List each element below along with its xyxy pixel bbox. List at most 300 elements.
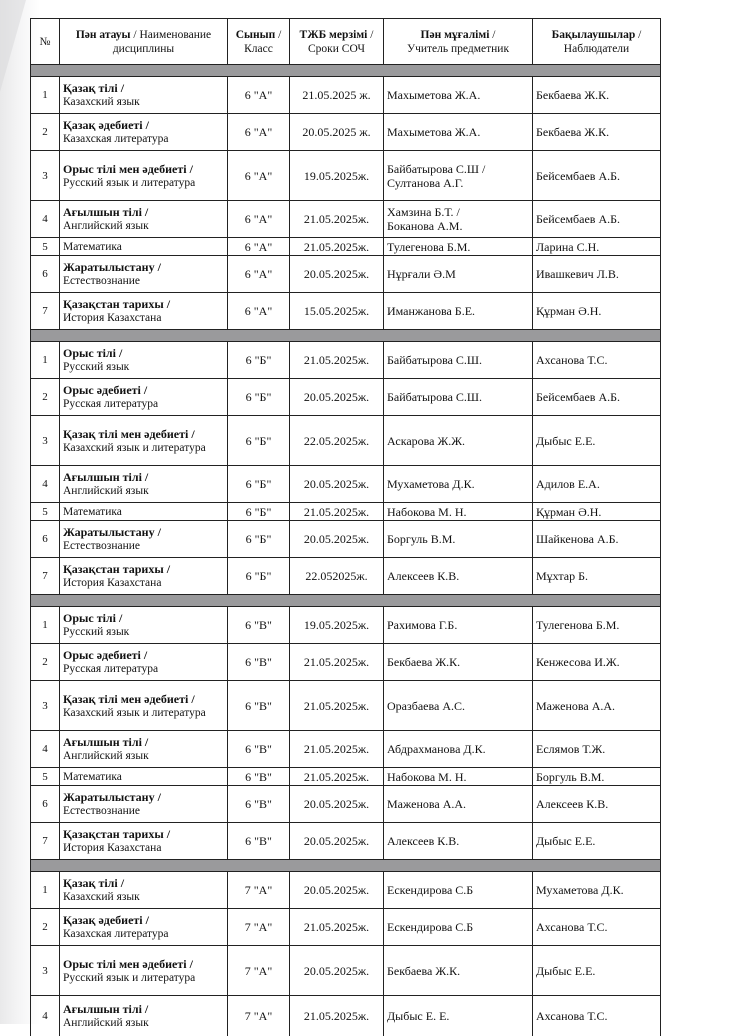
observer-name: Кенжесова И.Ж. xyxy=(536,655,620,669)
observer-name: Дыбыс Е.Е. xyxy=(536,434,595,448)
row-number-cell xyxy=(31,256,60,293)
observer-cell xyxy=(533,521,661,558)
exam-date: 20.05.2025ж. xyxy=(304,883,369,897)
exam-date: 19.05.2025ж. xyxy=(304,618,369,632)
subject-cell xyxy=(60,872,228,909)
teacher-cell xyxy=(384,77,533,114)
class-cell xyxy=(228,731,290,768)
observer-name: Алексеев К.В. xyxy=(536,797,608,811)
subject-kz: Орыс әдебиеті / xyxy=(63,383,224,397)
subject-ru: История Казахстана xyxy=(63,841,224,855)
row-number: 1 xyxy=(42,884,48,896)
row-number-cell xyxy=(31,238,60,256)
row-number-cell xyxy=(31,293,60,330)
teacher-name: Тулегенова Б.М. xyxy=(387,240,470,254)
teacher-cell xyxy=(384,607,533,644)
table-row xyxy=(31,644,661,681)
observer-cell xyxy=(533,503,661,521)
header-observer: Бақылаушылар / Наблюдатели xyxy=(533,19,661,65)
teacher-name: Байбатырова С.Ш. xyxy=(387,390,482,404)
subject-cell xyxy=(60,521,228,558)
subject-cell xyxy=(60,201,228,238)
teacher-cell xyxy=(384,909,533,946)
teacher-cell xyxy=(384,768,533,786)
observer-name: Құрман Ә.Н. xyxy=(536,304,601,318)
subject-ru: Казахский язык xyxy=(63,95,224,109)
separator-cell xyxy=(31,330,661,342)
subject-kz: Қазақ әдебиеті / xyxy=(63,118,224,132)
header-num: № xyxy=(31,19,60,65)
subject-ru: Русский язык и литература xyxy=(63,176,224,190)
subject-cell xyxy=(60,558,228,595)
observer-cell xyxy=(533,872,661,909)
row-number: 2 xyxy=(42,391,48,403)
teacher-cell xyxy=(384,823,533,860)
class-value: 6 "Б" xyxy=(246,390,272,404)
subject-cell xyxy=(60,607,228,644)
table-row xyxy=(31,872,661,909)
observer-cell xyxy=(533,681,661,731)
date-cell xyxy=(290,114,384,151)
class-cell xyxy=(228,466,290,503)
subject-cell xyxy=(60,644,228,681)
row-number: 4 xyxy=(42,213,48,225)
class-value: 6 "Б" xyxy=(246,505,272,519)
subject-kz: Орыс тілі мен әдебиеті / xyxy=(63,162,224,176)
table-row xyxy=(31,521,661,558)
date-cell xyxy=(290,607,384,644)
class-value: 6 "Б" xyxy=(246,532,272,546)
teacher-name: Маженова А.А. xyxy=(387,797,466,811)
subject-ru: Естествознание xyxy=(63,274,224,288)
class-cell xyxy=(228,786,290,823)
teacher-cell xyxy=(384,238,533,256)
subject-kz: Орыс әдебиеті / xyxy=(63,648,224,662)
table-row xyxy=(31,201,661,238)
observer-cell xyxy=(533,379,661,416)
class-value: 6 "Б" xyxy=(246,569,272,583)
row-number: 4 xyxy=(42,478,48,490)
observer-cell xyxy=(533,768,661,786)
row-number-cell xyxy=(31,996,60,1036)
subject-ru: Русский язык xyxy=(63,360,224,374)
exam-date: 21.05.2025ж. xyxy=(304,505,369,519)
date-cell xyxy=(290,768,384,786)
class-cell xyxy=(228,558,290,595)
observer-cell xyxy=(533,786,661,823)
date-cell xyxy=(290,872,384,909)
subject-cell xyxy=(60,151,228,201)
date-cell xyxy=(290,201,384,238)
exam-date: 20.05.2025ж. xyxy=(304,267,369,281)
row-number-cell xyxy=(31,416,60,466)
observer-name: Бекбаева Ж.К. xyxy=(536,125,609,139)
row-number: 3 xyxy=(42,170,48,182)
teacher-cell xyxy=(384,872,533,909)
table-row xyxy=(31,416,661,466)
row-number: 7 xyxy=(42,305,48,317)
row-number: 5 xyxy=(42,771,48,783)
exam-date: 20.05.2025ж. xyxy=(304,532,369,546)
observer-name: Маженова А.А. xyxy=(536,699,615,713)
teacher-cell xyxy=(384,256,533,293)
subject-cell xyxy=(60,731,228,768)
subject-ru: Английский язык xyxy=(63,484,224,498)
observer-cell xyxy=(533,823,661,860)
class-cell xyxy=(228,644,290,681)
subject-kz: Қазақ әдебиеті / xyxy=(63,913,224,927)
subject-cell xyxy=(60,238,228,256)
teacher-cell xyxy=(384,946,533,996)
row-number-cell xyxy=(31,342,60,379)
table-row xyxy=(31,909,661,946)
row-number-cell xyxy=(31,909,60,946)
class-value: 6 "В" xyxy=(245,797,272,811)
class-value: 6 "А" xyxy=(245,88,272,102)
date-cell xyxy=(290,946,384,996)
class-value: 6 "В" xyxy=(245,834,272,848)
row-number-cell xyxy=(31,786,60,823)
observer-cell xyxy=(533,342,661,379)
observer-name: Бейсембаев А.Б. xyxy=(536,212,620,226)
teacher-name: Ескендирова С.Б xyxy=(387,883,473,897)
date-cell xyxy=(290,77,384,114)
table-row xyxy=(31,731,661,768)
date-cell xyxy=(290,909,384,946)
class-cell xyxy=(228,946,290,996)
teacher-name: Дыбыс Е. Е. xyxy=(387,1009,449,1023)
class-value: 6 "Б" xyxy=(246,434,272,448)
exam-date: 21.05.2025ж. xyxy=(304,920,369,934)
exam-date: 21.05.2025ж. xyxy=(304,770,369,784)
subject-ru: Русский язык и литература xyxy=(63,971,224,985)
exam-date: 21.05.2025ж. xyxy=(304,240,369,254)
table-row xyxy=(31,607,661,644)
exam-date: 22.05.2025ж. xyxy=(304,434,369,448)
subject-cell xyxy=(60,786,228,823)
class-value: 7 "А" xyxy=(245,920,272,934)
row-number: 4 xyxy=(42,1010,48,1022)
subject-cell xyxy=(60,503,228,521)
teacher-name: Оразбаева А.С. xyxy=(387,699,465,713)
row-number-cell xyxy=(31,558,60,595)
observer-cell xyxy=(533,256,661,293)
subject-ru: Английский язык xyxy=(63,219,224,233)
teacher-name: Бекбаева Ж.К. xyxy=(387,655,460,669)
subject-kz: Жаратылыстану / xyxy=(63,260,224,274)
table-row xyxy=(31,996,661,1036)
date-cell xyxy=(290,644,384,681)
table-row xyxy=(31,238,661,256)
teacher-name: Алексеев К.В. xyxy=(387,834,459,848)
subject-kz: Орыс тілі мен әдебиеті / xyxy=(63,957,224,971)
row-number: 1 xyxy=(42,89,48,101)
exam-date: 20.05.2025 ж. xyxy=(302,125,370,139)
subject-cell xyxy=(60,681,228,731)
observer-cell xyxy=(533,416,661,466)
row-number-cell xyxy=(31,872,60,909)
subject-ru: Математика xyxy=(63,241,122,253)
observer-name: Ларина С.Н. xyxy=(536,240,599,254)
table-row xyxy=(31,503,661,521)
teacher-name: Байбатырова С.Ш. xyxy=(387,353,482,367)
row-number: 4 xyxy=(42,743,48,755)
date-cell xyxy=(290,521,384,558)
table-row xyxy=(31,151,661,201)
subject-kz: Қазақстан тарихы / xyxy=(63,562,224,576)
subject-cell xyxy=(60,342,228,379)
row-number-cell xyxy=(31,466,60,503)
subject-cell xyxy=(60,256,228,293)
date-cell xyxy=(290,342,384,379)
separator-cell xyxy=(31,65,661,77)
subject-ru: История Казахстана xyxy=(63,576,224,590)
exam-date: 21.05.2025 ж. xyxy=(302,88,370,102)
teacher-cell xyxy=(384,466,533,503)
observer-name: Бекбаева Ж.К. xyxy=(536,88,609,102)
teacher-name: Аскарова Ж.Ж. xyxy=(387,434,465,448)
observer-cell xyxy=(533,607,661,644)
exam-date: 21.05.2025ж. xyxy=(304,1009,369,1023)
table-row xyxy=(31,786,661,823)
teacher-cell xyxy=(384,379,533,416)
subject-cell xyxy=(60,466,228,503)
teacher-cell xyxy=(384,293,533,330)
class-value: 7 "А" xyxy=(245,964,272,978)
class-cell xyxy=(228,256,290,293)
subject-kz: Ағылшын тілі / xyxy=(63,470,224,484)
observer-name: Еслямов Т.Ж. xyxy=(536,742,605,756)
row-number: 5 xyxy=(42,241,48,253)
teacher-cell xyxy=(384,151,533,201)
row-number: 1 xyxy=(42,619,48,631)
observer-cell xyxy=(533,909,661,946)
exam-date: 20.05.2025ж. xyxy=(304,390,369,404)
subject-ru: Казахский язык и литература xyxy=(63,706,224,720)
class-cell xyxy=(228,909,290,946)
teacher-name: Ескендирова С.Б xyxy=(387,920,473,934)
row-number-cell xyxy=(31,151,60,201)
teacher-name: Махыметова Ж.А. xyxy=(387,88,480,102)
class-cell xyxy=(228,521,290,558)
class-value: 6 "В" xyxy=(245,770,272,784)
subject-kz: Ағылшын тілі / xyxy=(63,205,224,219)
teacher-cell xyxy=(384,731,533,768)
row-number: 6 xyxy=(42,798,48,810)
subject-kz: Жаратылыстану / xyxy=(63,525,224,539)
date-cell xyxy=(290,151,384,201)
class-value: 6 "В" xyxy=(245,699,272,713)
class-value: 6 "А" xyxy=(245,169,272,183)
observer-name: Бейсембаев А.Б. xyxy=(536,169,620,183)
class-value: 6 "Б" xyxy=(246,477,272,491)
row-number: 3 xyxy=(42,700,48,712)
date-cell xyxy=(290,823,384,860)
observer-name: Дыбыс Е.Е. xyxy=(536,834,595,848)
subject-ru: Казахская литература xyxy=(63,132,224,146)
class-value: 6 "В" xyxy=(245,655,272,669)
group-separator xyxy=(31,65,661,77)
teacher-name: Набокова М. Н. xyxy=(387,505,467,519)
observer-name: Адилов Е.А. xyxy=(536,477,600,491)
exam-date: 19.05.2025ж. xyxy=(304,169,369,183)
class-cell xyxy=(228,201,290,238)
observer-name: Ахсанова Т.С. xyxy=(536,920,608,934)
class-cell xyxy=(228,342,290,379)
row-number-cell xyxy=(31,768,60,786)
row-number-cell xyxy=(31,681,60,731)
teacher-name: Нұрғали Ә.М xyxy=(387,267,456,281)
subject-cell xyxy=(60,946,228,996)
observer-cell xyxy=(533,731,661,768)
class-cell xyxy=(228,823,290,860)
date-cell xyxy=(290,379,384,416)
teacher-name: Бекбаева Ж.К. xyxy=(387,964,460,978)
subject-kz: Қазақ тілі / xyxy=(63,876,224,890)
observer-cell xyxy=(533,114,661,151)
class-cell xyxy=(228,416,290,466)
date-cell xyxy=(290,996,384,1036)
exam-date: 15.05.2025ж. xyxy=(304,304,369,318)
teacher-cell xyxy=(384,201,533,238)
subject-cell xyxy=(60,416,228,466)
row-number: 2 xyxy=(42,656,48,668)
subject-kz: Орыс тілі / xyxy=(63,346,224,360)
subject-ru: Русская литература xyxy=(63,397,224,411)
class-value: 6 "А" xyxy=(245,212,272,226)
class-value: 7 "А" xyxy=(245,883,272,897)
subject-ru: Английский язык xyxy=(63,1016,224,1030)
observer-name: Ивашкевич Л.В. xyxy=(536,267,619,281)
row-number-cell xyxy=(31,946,60,996)
subject-ru: Английский язык xyxy=(63,749,224,763)
subject-ru: Естествознание xyxy=(63,539,224,553)
group-separator xyxy=(31,595,661,607)
table-row xyxy=(31,558,661,595)
observer-cell xyxy=(533,996,661,1036)
row-number-cell xyxy=(31,379,60,416)
table-row xyxy=(31,114,661,151)
row-number-cell xyxy=(31,521,60,558)
observer-cell xyxy=(533,558,661,595)
observer-name: Боргуль В.М. xyxy=(536,770,604,784)
class-cell xyxy=(228,681,290,731)
teacher-cell xyxy=(384,681,533,731)
teacher-cell xyxy=(384,786,533,823)
teacher-name: Байбатырова С.Ш / xyxy=(387,162,485,176)
class-cell xyxy=(228,503,290,521)
teacher-name: Набокова М. Н. xyxy=(387,770,467,784)
subject-cell xyxy=(60,996,228,1036)
subject-kz: Жаратылыстану / xyxy=(63,790,224,804)
exam-date: 20.05.2025ж. xyxy=(304,797,369,811)
class-cell xyxy=(228,114,290,151)
teacher-cell xyxy=(384,114,533,151)
class-cell xyxy=(228,151,290,201)
table-row xyxy=(31,256,661,293)
subject-ru: Казахская литература xyxy=(63,927,224,941)
observer-cell xyxy=(533,151,661,201)
exam-date: 21.05.2025ж. xyxy=(304,353,369,367)
row-number: 7 xyxy=(42,835,48,847)
row-number: 3 xyxy=(42,435,48,447)
date-cell xyxy=(290,786,384,823)
teacher-cell xyxy=(384,521,533,558)
observer-name: Тулегенова Б.М. xyxy=(536,618,619,632)
row-number: 6 xyxy=(42,268,48,280)
subject-ru: Русская литература xyxy=(63,662,224,676)
class-value: 6 "В" xyxy=(245,618,272,632)
table-row xyxy=(31,77,661,114)
teacher-name: Рахимова Г.Б. xyxy=(387,618,457,632)
observer-cell xyxy=(533,238,661,256)
table-row xyxy=(31,293,661,330)
table-row xyxy=(31,823,661,860)
separator-cell xyxy=(31,860,661,872)
date-cell xyxy=(290,681,384,731)
row-number: 2 xyxy=(42,126,48,138)
date-cell xyxy=(290,503,384,521)
class-cell xyxy=(228,872,290,909)
separator-cell xyxy=(31,595,661,607)
subject-kz: Орыс тілі / xyxy=(63,611,224,625)
exam-date: 21.05.2025ж. xyxy=(304,212,369,226)
observer-name: Ахсанова Т.С. xyxy=(536,1009,608,1023)
subject-ru: Математика xyxy=(63,506,122,518)
observer-cell xyxy=(533,293,661,330)
table-row xyxy=(31,768,661,786)
date-cell xyxy=(290,238,384,256)
observer-cell xyxy=(533,77,661,114)
teacher-name-2: Султанова А.Г. xyxy=(387,176,463,190)
teacher-cell xyxy=(384,342,533,379)
table-row xyxy=(31,342,661,379)
observer-name: Мұхтар Б. xyxy=(536,569,588,583)
class-value: 6 "В" xyxy=(245,742,272,756)
header-subject: Пән атауы / Наименование дисциплины xyxy=(60,19,228,65)
teacher-name: Хамзина Б.Т. / xyxy=(387,205,460,219)
subject-kz: Қазақстан тарихы / xyxy=(63,827,224,841)
table-row xyxy=(31,681,661,731)
exam-date: 22.052025ж. xyxy=(305,569,367,583)
subject-kz: Қазақстан тарихы / xyxy=(63,297,224,311)
teacher-name: Мухаметова Д.К. xyxy=(387,477,475,491)
subject-cell xyxy=(60,379,228,416)
class-value: 6 "А" xyxy=(245,125,272,139)
class-cell xyxy=(228,996,290,1036)
observer-name: Дыбыс Е.Е. xyxy=(536,964,595,978)
row-number: 2 xyxy=(42,921,48,933)
observer-name: Ахсанова Т.С. xyxy=(536,353,608,367)
date-cell xyxy=(290,293,384,330)
class-value: 6 "А" xyxy=(245,267,272,281)
subject-kz: Ағылшын тілі / xyxy=(63,1002,224,1016)
header-date: ТЖБ мерзімі / Сроки СОЧ xyxy=(290,19,384,65)
table-row xyxy=(31,379,661,416)
row-number-cell xyxy=(31,503,60,521)
class-cell xyxy=(228,77,290,114)
teacher-name: Боргуль В.М. xyxy=(387,532,455,546)
class-value: 6 "А" xyxy=(245,240,272,254)
subject-ru: Казахский язык xyxy=(63,890,224,904)
row-number: 1 xyxy=(42,354,48,366)
class-cell xyxy=(228,607,290,644)
row-number-cell xyxy=(31,644,60,681)
class-cell xyxy=(228,293,290,330)
header-row xyxy=(31,19,661,65)
row-number-cell xyxy=(31,201,60,238)
subject-cell xyxy=(60,909,228,946)
